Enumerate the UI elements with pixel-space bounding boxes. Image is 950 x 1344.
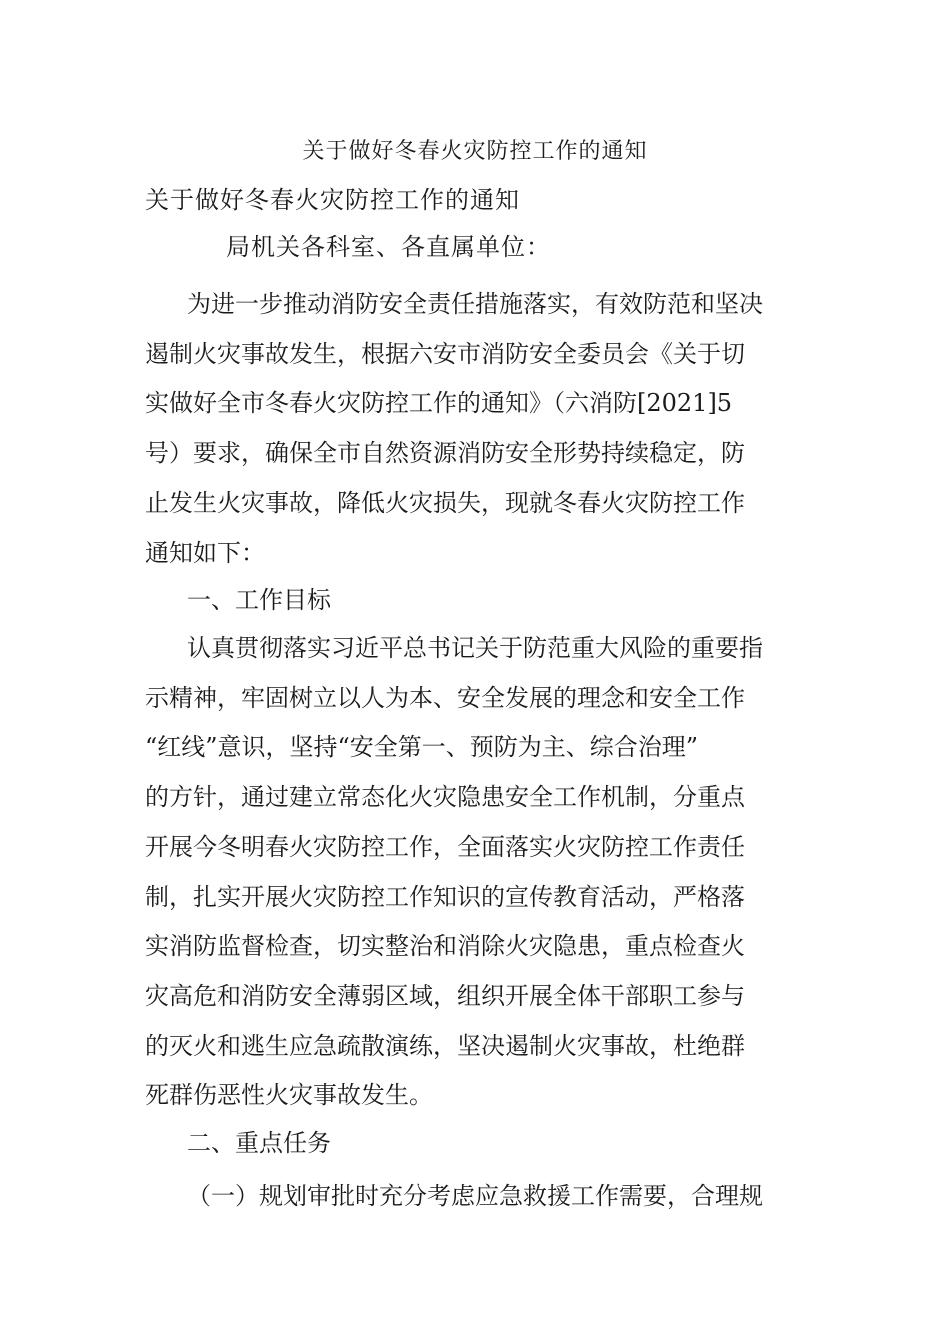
goals-line: 开展今冬明春火灾防控工作，全面落实火灾防控工作责任	[145, 832, 745, 861]
goals-line: 的方针，通过建立常态化火灾隐患安全工作机制，分重点	[145, 783, 745, 812]
task-item-1: （一）规划审批时充分考虑应急救援工作需要，合理规	[187, 1182, 763, 1210]
goals-line: 死群伤恶性火灾事故发生。	[145, 1081, 433, 1110]
goals-line: 制，扎实开展火灾防控工作知识的宣传教育活动，严格落	[145, 882, 745, 911]
goals-line: 实消防监督检查，切实整治和消除火灾隐患，重点检查火	[145, 932, 745, 961]
section-heading-tasks: 二、重点任务	[187, 1129, 331, 1157]
goals-line: 示精神，牢固树立以人为本、安全发展的理念和安全工作	[145, 683, 745, 712]
intro-line: 实做好全市冬春火灾防控工作的通知》（六消防[2021]5	[145, 389, 733, 418]
section-heading-goals: 一、工作目标	[187, 586, 331, 614]
intro-line: 止发生火灾事故，降低火灾损失，现就冬春火灾防控工作	[145, 488, 745, 517]
intro-line: 为进一步推动消防安全责任措施落实，有效防范和坚决	[187, 290, 763, 318]
goals-line: 认真贯彻落实习近平总书记关于防范重大风险的重要指	[187, 634, 763, 662]
goals-line: “红线”意识，坚持“安全第一、预防为主、综合治理”	[145, 733, 699, 762]
goals-paragraph	[145, 624, 807, 1121]
document-title: 关于做好冬春火灾防控工作的通知	[302, 139, 648, 164]
goals-line: 的灭火和逃生应急疏散演练，坚决遏制火灾事故，杜绝群	[145, 1031, 745, 1060]
intro-line: 号）要求，确保全市自然资源消防安全形势持续稳定，防	[145, 439, 745, 468]
intro-line: 遏制火灾事故发生，根据六安市消防安全委员会《关于切	[145, 339, 745, 368]
salutation: 局机关各科室、各直属单位：	[226, 233, 551, 261]
document-subtitle: 关于做好冬春火灾防控工作的通知	[145, 186, 520, 214]
goals-line: 灾高危和消防安全薄弱区域，组织开展全体干部职工参与	[145, 981, 745, 1010]
intro-line: 通知如下：	[145, 538, 265, 567]
intro-paragraph	[145, 280, 807, 578]
